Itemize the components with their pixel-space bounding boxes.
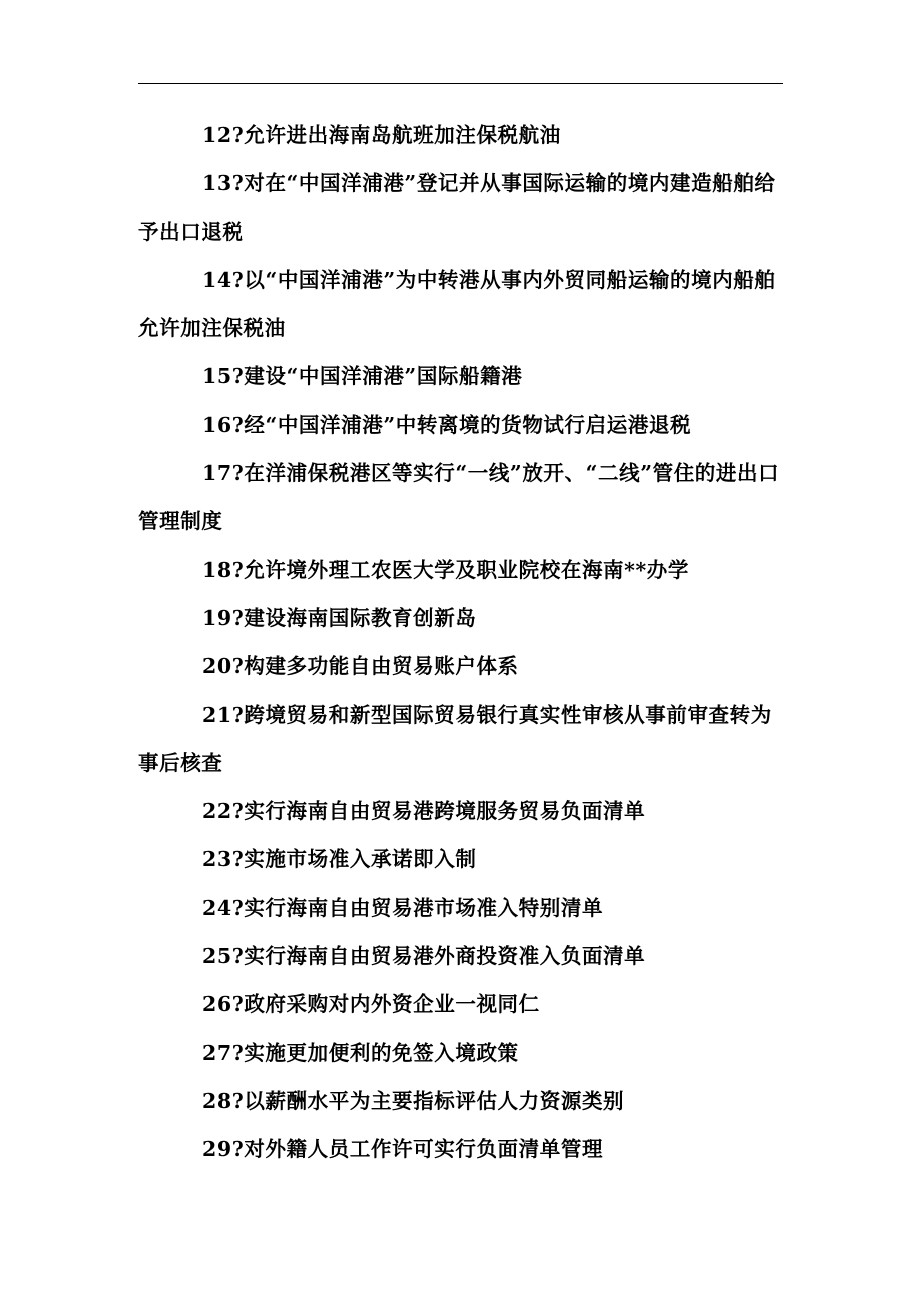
list-item: 25?实行海南自由贸易港外商投资准入负面清单 <box>202 944 646 969</box>
list-item: 20?构建多功能自由贸易账户体系 <box>202 654 519 679</box>
list-item: 27?实施更加便利的免签入境政策 <box>202 1040 519 1065</box>
list-item: 14?以“中国洋浦港”为中转港从事内外贸同船运输的境内船舶允许加注保税油 <box>138 267 776 341</box>
list-item: 29?对外籍人员工作许可实行负面清单管理 <box>202 1137 604 1162</box>
list-item: 12?允许进出海南岛航班加注保税航油 <box>202 123 561 147</box>
list-item: 19?建设海南国际教育创新岛 <box>202 605 477 630</box>
list-item: 17?在洋浦保税港区等实行“一线”放开、“二线”管住的进出口管理制度 <box>138 461 780 534</box>
document-body <box>138 111 786 1174</box>
list-item: 28?以薪酬水平为主要指标评估人力资源类别 <box>202 1088 625 1113</box>
list-item: 22?实行海南自由贸易港跨境服务贸易负面清单 <box>202 799 646 824</box>
list-item: 21?跨境贸易和新型国际贸易银行真实性审核从事前审查转为事后核查 <box>138 702 772 775</box>
list-item: 26?政府采购对内外资企业一视同仁 <box>202 992 540 1017</box>
list-item: 15?建设“中国洋浦港”国际船籍港 <box>202 364 523 389</box>
header-rule <box>138 83 783 84</box>
list-item: 24?实行海南自由贸易港市场准入特别清单 <box>202 895 604 920</box>
list-item: 18?允许境外理工农医大学及职业院校在海南**办学 <box>202 557 689 582</box>
list-item: 16?经“中国洋浦港”中转离境的货物试行启运港退税 <box>202 412 692 437</box>
list-item: 23?实施市场准入承诺即入制 <box>202 847 477 872</box>
list-item: 13?对在“中国洋浦港”登记并从事国际运输的境内建造船舶给予出口退税 <box>138 171 776 244</box>
